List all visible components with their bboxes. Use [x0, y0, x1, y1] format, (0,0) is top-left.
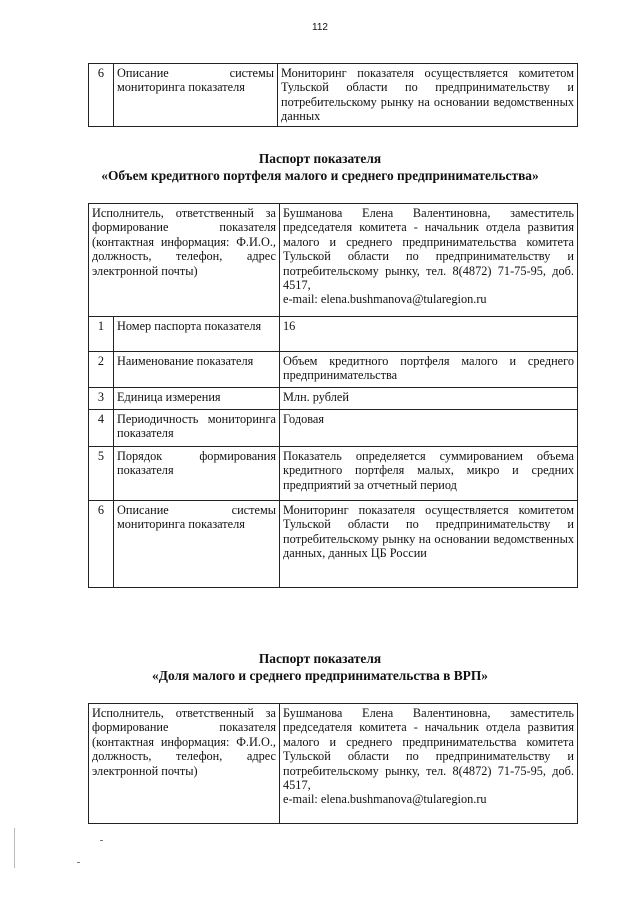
row-value: Млн. рублей	[280, 388, 578, 410]
executor-text: Бушманова Елена Валентиновна, заместитель председателя комитета - начальник отдела развития малого и среднего предпринимательства комитета Тульской области по предпринимательству и потребительскому рынку, тел. 8(4872) 71-75-95, доб. 4517,	[283, 206, 574, 293]
passport-vrp-heading-line2: «Доля малого и среднего предпринимательства в ВРП»	[152, 668, 488, 683]
row-value: Годовая	[280, 410, 578, 447]
row-label: Номер паспорта показателя	[114, 317, 280, 352]
table-row	[89, 352, 578, 388]
row-label: Единица измерения	[114, 388, 280, 410]
executor-email: e-mail: elena.bushmanova@tularegion.ru	[283, 792, 487, 807]
executor-label: Исполнитель, ответственный за формирование показателя (контактная информация: Ф.И.О., должность, телефон, адрес электронной почты)	[89, 704, 280, 824]
passport-vrp-heading	[0, 650, 640, 684]
passport16-table	[88, 203, 578, 588]
table-row	[89, 501, 578, 588]
executor-value	[280, 204, 578, 317]
table-row	[89, 447, 578, 501]
passport-vrp-table	[88, 703, 578, 824]
row-label: Описание системы мониторинга показателя	[114, 501, 280, 588]
continuation-table	[88, 63, 578, 127]
row-number: 1	[89, 317, 114, 352]
table-row	[89, 64, 578, 127]
scan-mark	[77, 862, 80, 863]
executor-text: Бушманова Елена Валентиновна, заместитель председателя комитета - начальник отдела развития малого и среднего предпринимательства комитета Тульской области по предпринимательству и потребительскому рынку, тел. 8(4872) 71-75-95, доб. 4517,	[283, 706, 574, 793]
row-label: Наименование показателя	[114, 352, 280, 388]
scan-mark	[100, 840, 103, 841]
row-value: 16	[280, 317, 578, 352]
row-number: 5	[89, 447, 114, 501]
row-label: Порядок формирования показателя	[114, 447, 280, 501]
passport16-heading-line2: «Объем кредитного портфеля малого и среднего предпринимательства»	[101, 168, 539, 183]
executor-value	[280, 704, 578, 824]
row-number: 2	[89, 352, 114, 388]
row-value: Показатель определяется суммированием объема кредитного портфеля малых, микро и средних предприятий за отчетный период	[280, 447, 578, 501]
page-number: 112	[312, 22, 328, 33]
row-number: 6	[89, 501, 114, 588]
table-row	[89, 317, 578, 352]
passport16-heading-line1: Паспорт показателя	[258, 151, 382, 166]
passport16-heading	[0, 150, 640, 184]
row-value: Мониторинг показателя осуществляется комитетом Тульской области по предпринимательству и потребительскому рынку на основании ведомственных данных, данных ЦБ России	[280, 501, 578, 588]
table-row	[89, 388, 578, 410]
row-number: 6	[89, 64, 114, 127]
scan-mark	[14, 828, 15, 868]
row-value: Объем кредитного портфеля малого и среднего предпринимательства	[280, 352, 578, 388]
executor-label: Исполнитель, ответственный за формирование показателя (контактная информация: Ф.И.О., должность, телефон, адрес электронной почты)	[89, 204, 280, 317]
row-value: Мониторинг показателя осуществляется комитетом Тульской области по предпринимательству и потребительскому рынку на основании ведомственных данных	[278, 64, 578, 127]
row-number: 3	[89, 388, 114, 410]
executor-email: e-mail: elena.bushmanova@tularegion.ru	[283, 292, 487, 307]
passport-vrp-heading-line1: Паспорт показателя	[258, 651, 382, 666]
row-label: Периодичность мониторинга показателя	[114, 410, 280, 447]
executor-row	[89, 704, 578, 824]
table-row	[89, 410, 578, 447]
executor-row	[89, 204, 578, 317]
row-number: 4	[89, 410, 114, 447]
row-label: Описание системы мониторинга показателя	[114, 64, 278, 127]
